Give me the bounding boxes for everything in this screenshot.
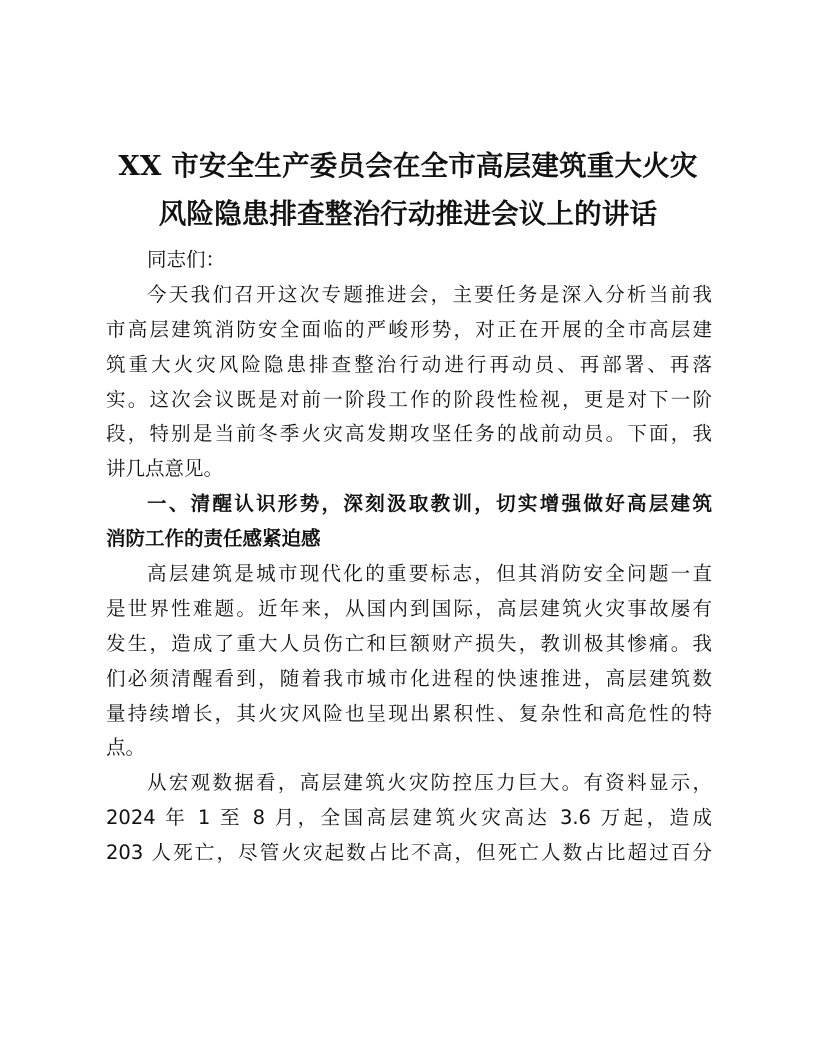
paragraph-line: 讲几点意见。 (106, 457, 224, 481)
salutation: 同志们： (147, 248, 226, 271)
paragraph-line: 是世界性难题。近年来，从国内到国际，高层建筑火灾事故屡有 (106, 596, 712, 620)
paragraph-line: 点。 (106, 736, 146, 760)
title-line-1: XX 市安全生产委员会在全市高层建筑重大火灾 (118, 150, 698, 182)
paragraph-line: 筑重大火灾风险隐患排查整治行动进行再动员、再部署、再落 (106, 352, 712, 376)
paragraph-line: 段，特别是当前冬季火灾高发期攻坚任务的战前动员。下面，我 (106, 422, 712, 446)
paragraph-line: 们必须清醒看到，随着我市城市化进程的快速推进，高层建筑数 (106, 666, 712, 690)
document-body (106, 243, 712, 871)
paragraph-high-rise (106, 557, 712, 766)
paragraph-statistics (106, 766, 712, 871)
document-title (100, 142, 716, 238)
heading-line: 一、清醒认识形势，深刻汲取教训，切实增强做好高层建筑 (147, 492, 712, 516)
paragraph-line: 今天我们召开这次专题推进会，主要任务是深入分析当前我 (147, 282, 712, 306)
paragraph-line: 203 人死亡，尽管火灾起数占比不高，但死亡人数占比超过百分 (106, 841, 712, 865)
paragraph-intro (106, 278, 712, 487)
paragraph-line: 量持续增长，其火灾风险也呈现出累积性、复杂性和高危性的特 (106, 701, 712, 725)
paragraph-line: 从宏观数据看，高层建筑火灾防控压力巨大。有资料显示， (147, 771, 712, 795)
title-line-2: 风险隐患排查整治行动推进会议上的讲话 (158, 198, 658, 230)
heading-line: 消防工作的责任感紧迫感 (106, 527, 321, 551)
section-heading-1 (106, 487, 712, 557)
paragraph-line: 发生，造成了重大人员伤亡和巨额财产损失，教训极其惨痛。我 (106, 631, 712, 655)
paragraph-line: 市高层建筑消防安全面临的严峻形势，对正在开展的全市高层建 (106, 317, 712, 341)
paragraph-line: 2024 年 1 至 8 月，全国高层建筑火灾高达 3.6 万起，造成 (106, 806, 712, 830)
paragraph-line: 实。这次会议既是对前一阶段工作的阶段性检视，更是对下一阶 (106, 387, 712, 411)
paragraph-line: 高层建筑是城市现代化的重要标志，但其消防安全问题一直 (147, 562, 712, 586)
